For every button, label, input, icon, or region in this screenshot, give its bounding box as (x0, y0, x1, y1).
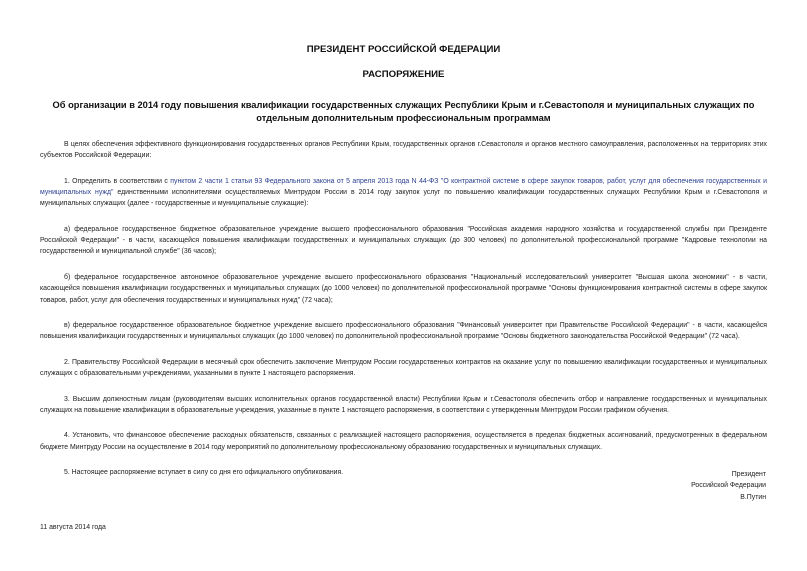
document-date: 11 августа 2014 года (40, 524, 106, 531)
subitem-v: в) федеральное государственное образовательное бюджетное учреждение высшего профессионального образования "Финансовый университет при Правительстве Российской Федерации" - в части, касающейся повышения квалификации государственных и муниципальных служащих (до 1000 человек) по дополнительной профессиональной программе "Основы бюджетного законодательства Российской Федерации" (72 часа). (40, 322, 767, 341)
item-1-suffix: единственными исполнителями осуществляемых Минтрудом России в 2014 году закупок услуг по повышению квалификации государственных служащих Республики Крым и г.Севастополя и муниципальных служащих (далее - государственные и муниципальные служащие): (40, 189, 767, 208)
item-3: 3. Высшим должностным лицам (руководителям высших исполнительных органов государственной власти) Республики Крым и г.Севастополя обеспечить отбор и направление государственных и муниципальных служащих на повышение квалификации в образовательные учреждения, указанные в пункте 1 настоящего распоряжения, в соответствии с утвержденным Минтрудом России графиком обучения. (40, 395, 767, 414)
signature-block (691, 469, 766, 503)
item-4: 4. Установить, что финансовое обеспечение расходных обязательств, связанных с реализацией настоящего распоряжения, осуществляется в пределах бюджетных ассигнований, предусмотренных в федеральном бюджете Минтруду России на осуществление в 2014 году мероприятий по дополнительному профессиональному образованию государственных и муниципальных служащих. (40, 432, 767, 451)
federal-law-link[interactable]: пунктом 2 части 1 статьи 93 Федерального закона от 5 апреля 2013 года N 44-ФЗ "О контрактной системе в сфере закупок товаров, работ, услуг для обеспечения государственных и муниципальных нужд" (40, 177, 768, 197)
document-type: РАСПОРЯЖЕНИЕ (362, 69, 445, 80)
document-title: Об организации в 2014 году повышения квалификации государственных служащих Республики Крым и г.Севастополя и муниципальных служащих по отдельным дополнительным профессиональным программам (52, 100, 755, 123)
issuing-authority: ПРЕЗИДЕНТ РОССИЙСКОЙ ФЕДЕРАЦИИ (306, 44, 501, 55)
subitem-b: б) федеральное государственное автономное образовательное учреждение высшего профессионального образования "Национальный исследовательский университет "Высшая школа экономики" - в части, касающейся повышения квалификации государственных и муниципальных служащих (до 1000 человек) по дополнительной профессиональной программе "Основы функционирования контрактной системы в сфере закупок товаров, работ, услуг для обеспечения государственных и муниципальных нужд" (72 часа); (40, 273, 767, 304)
signature-country: Российской Федерации (691, 482, 766, 490)
item-5: 5. Настоящее распоряжение вступает в силу со дня его официального опубликования. (64, 469, 344, 477)
signature-name: В.Путин (740, 493, 766, 501)
item-1 (40, 176, 767, 210)
signature-title: Президент (731, 471, 766, 478)
document-body (40, 139, 767, 493)
preamble: В целях обеспечения эффективного функционирования государственных органов Республики Крым, государственных органов г.Севастополя и органов местного самоуправления, расположенных на территориях этих субъектов Российской Федерации: (40, 141, 767, 160)
item-2: 2. Правительству Российской Федерации в месячный срок обеспечить заключение Минтрудом России государственных контрактов на оказание услуг по повышению квалификации государственных и муниципальных служащих с образовательными учреждениями, указанными в пункте 1 настоящего распоряжения. (40, 358, 767, 378)
item-1-prefix: 1. Определить в соответствии с (64, 177, 171, 185)
subitem-a: а) федеральное государственное бюджетное образовательное учреждение высшего профессионального образования "Российская академия народного хозяйства и государственной службы при Президенте Российской Федерации" - в части, касающейся повышения квалификации государственных и муниципальных служащих (до 300 человек) по дополнительной профессиональной программе "Кадровые технологии на государственной и муниципальной службе" (36 часов); (40, 225, 767, 256)
